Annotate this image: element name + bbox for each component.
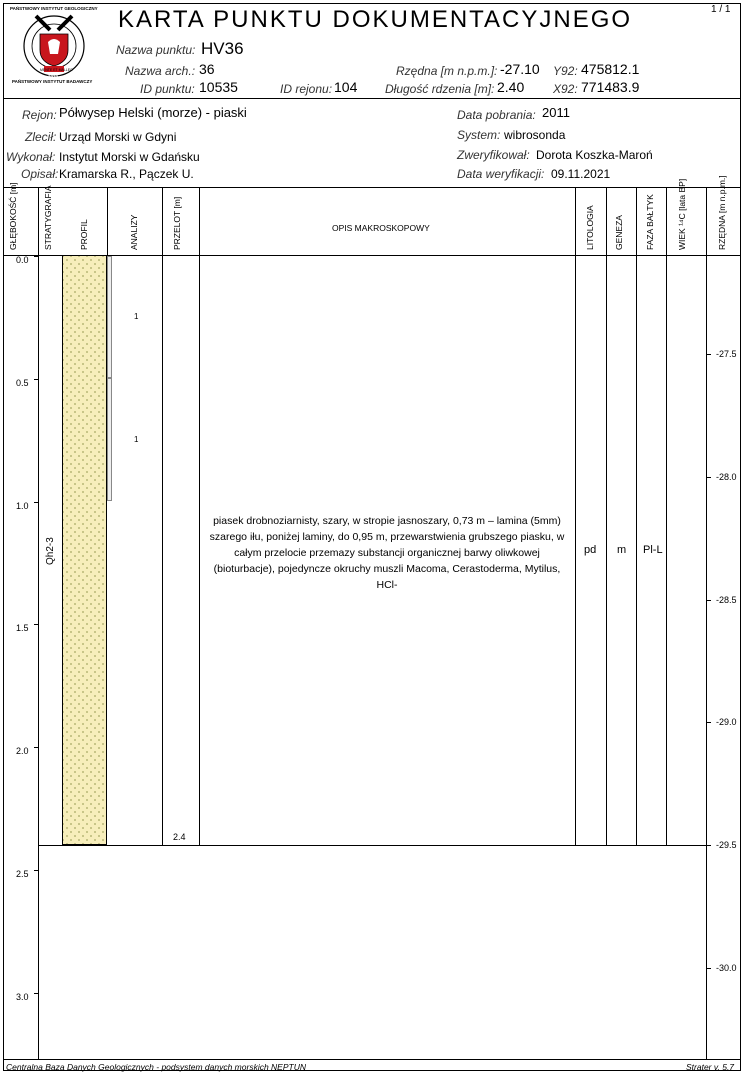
- col-header-analizy: ANALIZY: [129, 214, 139, 250]
- col-header-stratygrafia: STRATYGRAFIA: [43, 185, 53, 250]
- x92-value: 771483.9: [581, 79, 640, 95]
- page-title: KARTA PUNKTU DOKUMENTACYJNEGO: [118, 6, 633, 33]
- elevation-tick-mark: [706, 968, 711, 969]
- header-divider: [3, 98, 741, 99]
- page-number: 1 / 1: [711, 4, 731, 15]
- zweryfikowal-value: Dorota Koszka-Maroń: [536, 148, 653, 162]
- depth-tick-label: 3.0: [16, 991, 29, 1002]
- col-sep-strat: [107, 187, 108, 255]
- col-header-profil: PROFIL: [79, 219, 89, 250]
- col-sep-faza: [666, 187, 667, 255]
- rejon-label: Rejon:: [22, 108, 57, 122]
- zlecil-label: Zlecił:: [25, 130, 57, 144]
- rejon-value: Półwysep Helski (morze) - piaski: [59, 105, 247, 120]
- col-header-wiek: WIEK ¹⁴C [lata BP]: [677, 178, 687, 250]
- wykonal-value: Instytut Morski w Gdańsku: [59, 150, 200, 164]
- col-header-przelot: PRZELOT [m]: [172, 196, 182, 250]
- footer-version: Strater v. 5.7: [686, 1062, 735, 1072]
- nazwa-arch-label: Nazwa arch.:: [125, 64, 196, 78]
- profil-sand-column: [62, 255, 107, 845]
- system-value: wibrosonda: [504, 128, 566, 142]
- analizy-bar-1: [107, 256, 112, 378]
- analizy-label-1: 1: [134, 312, 139, 321]
- elevation-tick-label: -28.5: [716, 594, 737, 605]
- dlugosc-label: Długość rdzenia [m]:: [385, 82, 495, 96]
- elevation-tick-mark: [706, 722, 711, 723]
- col-header-rzedna: RZĘDNA [m n.p.m.]: [717, 175, 727, 250]
- przelot-box: [162, 255, 200, 846]
- footer-divider: [3, 1059, 741, 1060]
- logo-arc-bottom: PAŃSTWOWY INSTYTUT BADAWCZY: [12, 79, 93, 84]
- elevation-tick-mark: [706, 477, 711, 478]
- elevation-tick-label: -29.0: [716, 717, 737, 728]
- data-pobrania-value: 2011: [542, 105, 570, 120]
- col-sep-lit: [606, 187, 607, 255]
- depth-tick-label: 0.0: [16, 255, 29, 265]
- elevation-tick-label: -29.5: [716, 840, 737, 851]
- logo-ribbon: MENTE ET MALLEO: [40, 68, 73, 72]
- opisal-label: Opisał:: [21, 167, 59, 181]
- id-punktu-label: ID punktu:: [140, 82, 195, 96]
- przelot-value: 2.4: [173, 832, 186, 842]
- y92-value: 475812.1: [581, 61, 640, 77]
- elevation-tick-mark: [706, 845, 711, 846]
- x92-label: X92:: [553, 82, 578, 96]
- rzedna-value: -27.10: [500, 61, 540, 77]
- system-label: System:: [457, 128, 501, 142]
- col-header-glebokosc: GŁĘBOKOŚĆ [m]: [8, 182, 18, 250]
- logo-arc-top: PAŃSTWOWY INSTYTUT GEOLOGICZNY: [10, 6, 98, 11]
- table-top-line: [3, 187, 741, 188]
- col-sep-analizy: [162, 187, 163, 255]
- elevation-tick-label: -30.0: [716, 963, 737, 973]
- col-sep-wiek: [706, 187, 707, 1059]
- y92-label: Y92:: [553, 64, 578, 78]
- stratygrafia-value: Qh2-3: [45, 537, 56, 565]
- id-punktu-value: 10535: [199, 79, 238, 95]
- col-header-faza: FAZA BAŁTYK: [645, 194, 655, 250]
- rzedna-label: Rzędna [m n.p.m.]:: [396, 64, 498, 78]
- elevation-tick-mark: [706, 600, 711, 601]
- analizy-bar-2: [107, 378, 112, 501]
- col-sep-opis: [575, 187, 576, 255]
- opisal-value: Kramarska R., Pączek U.: [59, 167, 194, 181]
- data-pobrania-label: Data pobrania:: [457, 108, 536, 122]
- depth-tick-label: 2.5: [16, 869, 29, 879]
- nazwa-punktu-value: HV36: [201, 39, 244, 58]
- nazwa-punktu-label: Nazwa punktu:: [116, 43, 196, 57]
- strat-box-left: [38, 255, 39, 845]
- col-header-litologia: LITOLOGIA: [585, 205, 595, 250]
- depth-tick-label: 0.5: [16, 377, 29, 388]
- dlugosc-value: 2.40: [497, 79, 525, 95]
- depth-tick-mark: [34, 993, 38, 994]
- opis-makroskopowy: piasek drobnoziarnisty, szary, w stropie jasnoszary, 0,73 m – lamina (5mm) szarego iłu, poniżej laminy, do 0,95 m, przewarstwienia grubszego piasku, w całym przelocie przemazy substancji organicznej barwy oliwkowej (bioturbacje), pojedyncze okruchy muszli Macoma, Cerastoderma, Mytilus, HCl-: [209, 515, 565, 591]
- depth-tick-label: 1.5: [16, 623, 29, 634]
- wykonal-label: Wykonał:: [6, 150, 56, 164]
- col-sep-gen: [636, 187, 637, 255]
- geneza-value: m: [617, 544, 627, 556]
- id-rejonu-label: ID rejonu:: [280, 82, 333, 96]
- zlecil-value: Urząd Morski w Gdyni: [59, 130, 177, 144]
- nazwa-arch-value: 36: [199, 61, 215, 77]
- faza-value: Pl-L: [643, 544, 663, 556]
- id-rejonu-value: 104: [334, 79, 358, 95]
- data-weryfikacji-label: Data weryfikacji:: [457, 167, 545, 181]
- col-header-opis: OPIS MAKROSKOPOWY: [332, 223, 430, 233]
- elevation-tick-mark: [706, 354, 711, 355]
- litologia-value: pd: [584, 544, 597, 556]
- footer-source: Centralna Baza Danych Geologicznych - podsystem danych morskich NEPTUN: [6, 1062, 306, 1072]
- depth-tick-mark: [34, 870, 38, 871]
- analizy-label-2: 1: [134, 435, 139, 444]
- institute-logo: [6, 6, 102, 86]
- data-weryfikacji-value: 09.11.2021: [551, 167, 611, 181]
- depth-tick-label: 1.0: [16, 500, 29, 511]
- col-sep-przelot: [199, 187, 200, 255]
- elevation-tick-label: -28.0: [716, 471, 737, 482]
- col-header-geneza: GENEZA: [614, 215, 624, 250]
- depth-tick-label: 2.0: [16, 746, 29, 757]
- elevation-tick-label: -27.5: [716, 349, 737, 359]
- zweryfikowal-label: Zweryfikował:: [457, 148, 530, 162]
- logo-year: 1919: [48, 74, 59, 79]
